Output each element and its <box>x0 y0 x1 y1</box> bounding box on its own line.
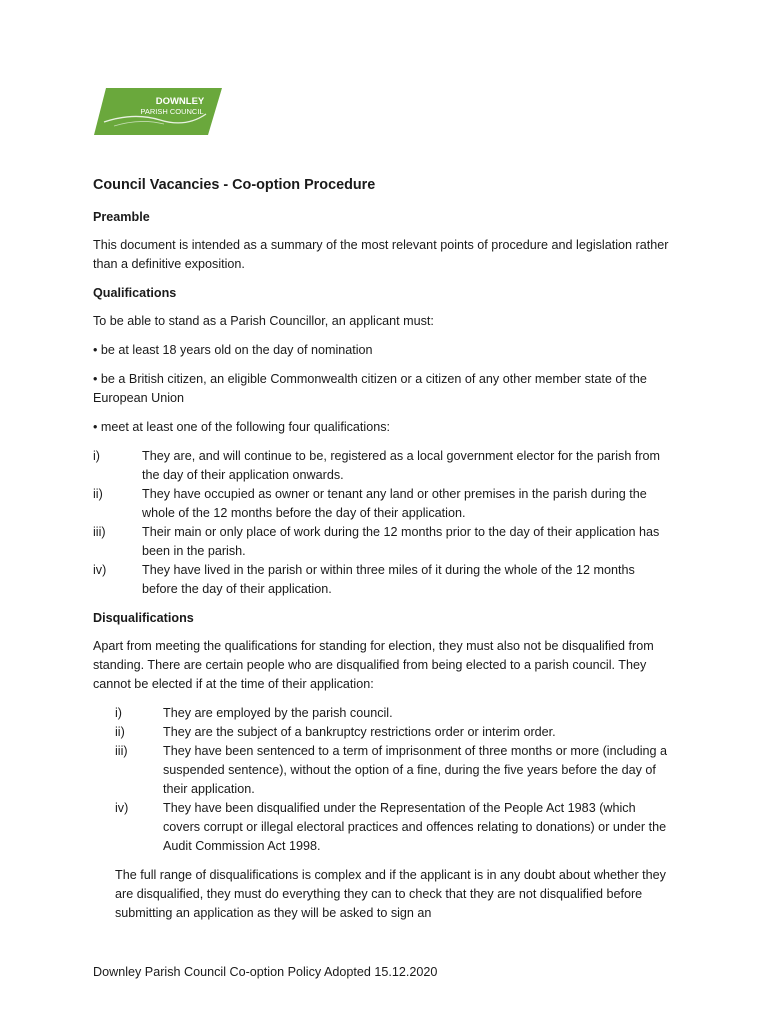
list-item-text: They have been disqualified under the Representation of the People Act 1983 (which covers corrupt or illegal electoral practices and offences relating to donations) or under the Audit Commission Act 1998. <box>163 801 667 853</box>
list-item-number: iv) <box>115 801 129 815</box>
list-item-number: i) <box>93 449 100 463</box>
logo-line2: PARISH COUNCIL <box>140 107 204 116</box>
logo-line1: DOWNLEY <box>155 96 205 107</box>
qualifications-intro: To be able to stand as a Parish Councillor, an applicant must: <box>93 314 434 328</box>
qualifications-heading: Qualifications <box>93 286 177 300</box>
list-item-number: ii) <box>93 487 103 501</box>
list-item <box>93 561 673 599</box>
list-item <box>115 704 673 723</box>
disqualifications-closing: The full range of disqualifications is complex and if the applicant is in any doubt about whether they are disqualified, they must do everything they can to check that they are not disqualified before submitting an application as they will be asked to sign an <box>115 868 666 920</box>
list-item-number: iv) <box>93 563 107 577</box>
list-item <box>115 799 673 856</box>
list-item-number: ii) <box>115 725 125 739</box>
qualifications-list <box>93 447 673 599</box>
council-logo <box>94 88 222 135</box>
document-body <box>93 175 673 933</box>
list-item-text: They are, and will continue to be, registered as a local government elector for the parish from the day of their application onwards. <box>142 449 661 482</box>
list-item <box>93 523 673 561</box>
list-item <box>93 485 673 523</box>
list-item-number: iii) <box>93 525 106 539</box>
page-footer: Downley Parish Council Co-option Policy Adopted 15.12.2020 <box>93 965 438 979</box>
page-title: Council Vacancies - Co-option Procedure <box>93 177 376 193</box>
list-item-text: They have occupied as owner or tenant any land or other premises in the parish during the whole of the 12 months before the day of their application. <box>142 487 647 520</box>
list-item-text: They are the subject of a bankruptcy restrictions order or interim order. <box>163 725 556 739</box>
list-item <box>115 723 673 742</box>
list-item <box>115 742 673 799</box>
bullet-item: • be a British citizen, an eligible Commonwealth citizen or a citizen of any other member state of the European Union <box>93 372 647 405</box>
list-item-text: They are employed by the parish council. <box>163 706 393 720</box>
bullet-item: • meet at least one of the following four qualifications: <box>93 420 391 434</box>
disqualifications-heading: Disqualifications <box>93 611 194 625</box>
bullet-item: • be at least 18 years old on the day of nomination <box>93 343 373 357</box>
disqualifications-intro: Apart from meeting the qualifications for standing for election, they must also not be disqualified from standing. There are certain people who are disqualified from being elected to a parish council. They cannot be elected if at the time of their application: <box>93 639 654 691</box>
list-item-text: They have been sentenced to a term of imprisonment of three months or more (including a suspended sentence), without the option of a fine, during the five years before the day of their application. <box>163 744 668 796</box>
preamble-text: This document is intended as a summary of the most relevant points of procedure and legislation rather than a definitive exposition. <box>93 238 669 271</box>
list-item-text: Their main or only place of work during the 12 months prior to the day of their application has been in the parish. <box>142 525 660 558</box>
preamble-heading: Preamble <box>93 210 150 224</box>
disqualifications-list <box>115 704 673 856</box>
list-item <box>93 447 673 485</box>
list-item-number: i) <box>115 706 122 720</box>
list-item-number: iii) <box>115 744 128 758</box>
list-item-text: They have lived in the parish or within three miles of it during the whole of the 12 months before the day of their application. <box>142 563 635 596</box>
